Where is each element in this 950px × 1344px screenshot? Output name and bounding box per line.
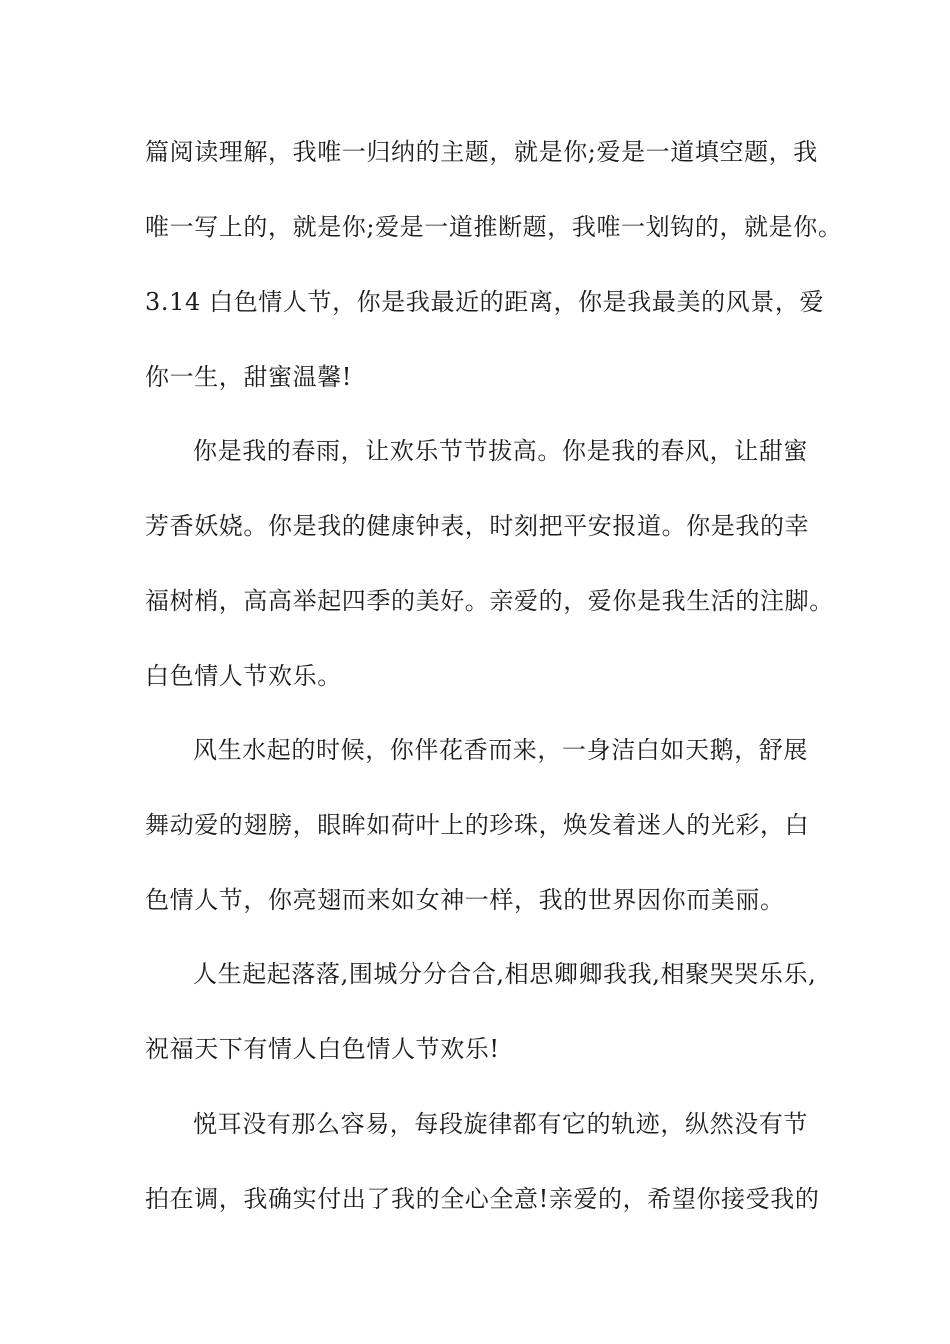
- text-line: 3.14 白色情人节，你是我最近的距离，你是我最美的风景，爱: [145, 288, 825, 316]
- text-line: 福树梢，高高举起四季的美好。亲爱的，爱你是我生活的注脚。: [145, 587, 834, 615]
- text-line: 篇阅读理解，我唯一归纳的主题，就是你;爱是一道填空题，我: [145, 138, 818, 166]
- text-line: 白色情人节欢乐。: [145, 662, 342, 690]
- text-line: 你一生，甜蜜温馨!: [145, 363, 353, 391]
- text-line: 色情人节，你亮翅而来如女神一样，我的世界因你而美丽。: [145, 886, 785, 914]
- paragraph-first-line: 风生水起的时候，你伴花香而来，一身洁白如天鹅，舒展: [193, 736, 808, 764]
- text-line: 拍在调，我确实付出了我的全心全意!亲爱的，希望你接受我的: [145, 1185, 820, 1213]
- text-line: 芳香妖娆。你是我的健康钟表，时刻把平安报道。你是我的幸: [145, 512, 810, 540]
- paragraph-first-line: 人生起起落落,围城分分合合,相思卿卿我我,相聚哭哭乐乐,: [193, 960, 817, 988]
- paragraph-first-line: 悦耳没有那么容易，每段旋律都有它的轨迹，纵然没有节: [193, 1110, 808, 1138]
- text-line: 舞动爱的翅膀，眼眸如荷叶上的珍珠，焕发着迷人的光彩，白: [145, 811, 810, 839]
- text-line: 唯一写上的，就是你;爱是一道推断题，我唯一划钩的，就是你。: [145, 213, 843, 241]
- paragraph-first-line: 你是我的春雨，让欢乐节节拔高。你是我的春风，让甜蜜: [193, 437, 808, 465]
- text-line: 祝福天下有情人白色情人节欢乐!: [145, 1035, 500, 1063]
